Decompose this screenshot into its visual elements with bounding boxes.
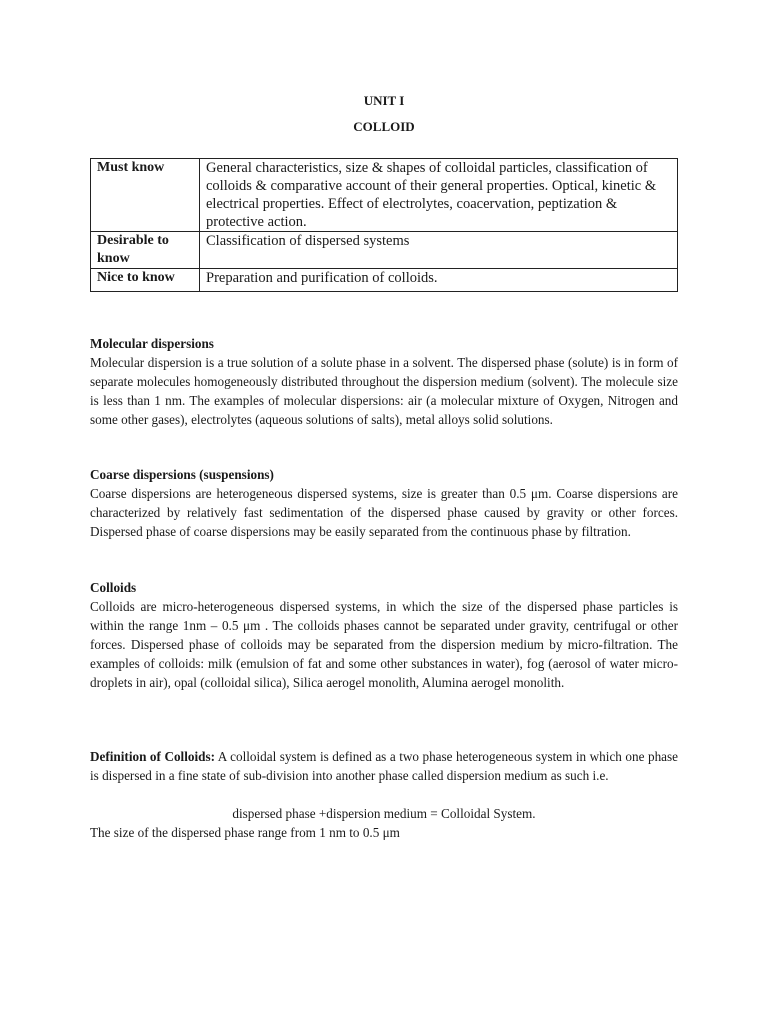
section-heading: Molecular dispersions [90, 336, 214, 351]
definition-body: A colloidal system is defined as a two phase heterogeneous system in which one phase is dispersed in a fine state of sub-division into another phase called dispersion medium as such i.e. [90, 749, 678, 783]
row-label: Desirable to know [91, 232, 200, 269]
coarse-dispersions-section [90, 465, 678, 541]
table-row [91, 159, 678, 232]
size-range-text: The size of the dispersed phase range from 1 nm to 0.5 μm [90, 825, 400, 840]
row-content: Classification of dispersed systems [200, 232, 678, 269]
section-body: Coarse dispersions are heterogeneous dispersed systems, size is greater than 0.5 μm. Coarse dispersions are characterized by relatively fast sedimentation of the dispersed phase caused by gravity or other forces. Dispersed phase of coarse dispersions may be easily separated from the continuous phase by filtration. [90, 486, 678, 539]
table-row [91, 232, 678, 269]
syllabus-table [90, 158, 678, 292]
molecular-dispersions-section [90, 334, 678, 429]
colloids-section [90, 578, 678, 692]
definition-term: Definition of Colloids: [90, 749, 216, 764]
row-content: Preparation and purification of colloids. [200, 269, 678, 292]
section-heading: Coarse dispersions (suspensions) [90, 467, 274, 482]
definition-section [90, 747, 678, 785]
table-row [91, 269, 678, 292]
row-label: Must know [91, 159, 200, 232]
unit-heading: UNIT I [363, 93, 405, 108]
section-heading: Colloids [90, 580, 137, 595]
row-content: General characteristics, size & shapes of colloidal particles, classification of colloids & comparative account of their general properties. Optical, kinetic & electrical properties. Effect of electrolytes, coacervation, peptization & protective action. [200, 159, 678, 232]
section-body: Colloids are micro-heterogeneous dispersed systems, in which the size of the dispersed phase particles is within the range 1nm – 0.5 μm . The colloids phases cannot be separated under gravity, centrifugal or other forces. Dispersed phase of colloids may be separated from the dispersion medium by micro-filtration. The examples of colloids: milk (emulsion of fat and some other substances in water), fog (aerosol of water micro-droplets in air), opal (colloidal silica), Silica aerogel monolith, Alumina aerogel monolith. [90, 599, 678, 690]
section-body: Molecular dispersion is a true solution of a solute phase in a solvent. The dispersed phase (solute) is in form of separate molecules homogeneously distributed throughout the dispersion medium (solvent). The molecule size is less than 1 nm. The examples of molecular dispersions: air (a molecular mixture of Oxygen, Nitrogen and some other gases), electrolytes (aqueous solutions of salts), metal alloys solid solutions. [90, 355, 678, 427]
page-title: COLLOID [353, 119, 415, 134]
definition-paragraph [90, 747, 678, 785]
row-label: Nice to know [91, 269, 200, 292]
colloid-equation: dispersed phase +dispersion medium = Colloidal System. [232, 806, 536, 821]
